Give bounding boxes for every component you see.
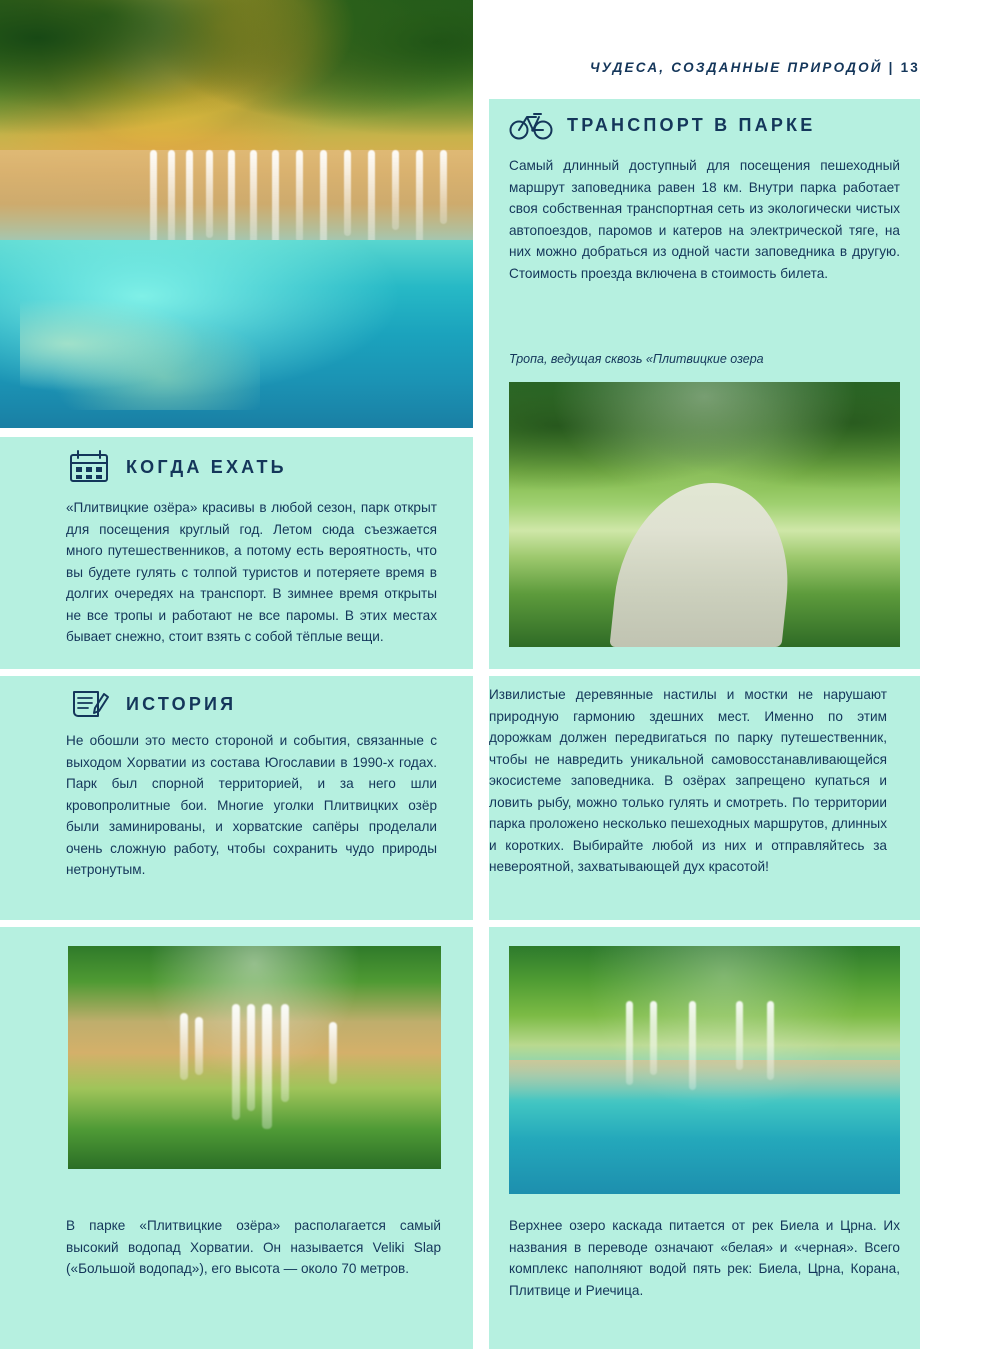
- veliki-slap-waterfall-photo: [68, 946, 441, 1169]
- section-veliki-slap-body: В парке «Плитвицкие озёра» располагается самый высокий водопад Хорватии. Он называется Veliki Slap («Большой водопад»), его высота — около 70 метров.: [66, 1218, 441, 1276]
- section-when-to-go: [0, 437, 473, 669]
- section-history-body: Не обошли это место стороной и события, связанные с выходом Хорватии из состава Югославии в 1990-х годах. Парк был спорной территорией, и за него шли кровопролитные бои. Многие уголки Плитвицких озёр были заминированы, и хорватские сапёры проделали очень сложную работу, чтобы сохранить чудо природы нетронутым.: [66, 733, 437, 877]
- section-boardwalk-text: [489, 676, 920, 920]
- section-when-to-go-title: КОГДА ЕХАТЬ: [126, 456, 287, 477]
- page-number: 13: [900, 60, 920, 75]
- hero-foreground-branches: [20, 300, 260, 410]
- section-veliki-slap: [0, 927, 473, 1349]
- running-title: ЧУДЕСА, СОЗДАННЫЕ ПРИРОДОЙ: [589, 60, 883, 75]
- wooden-boardwalk-photo: [509, 382, 900, 647]
- section-transport-title: ТРАНСПОРТ В ПАРКЕ: [567, 114, 816, 135]
- header-separator: |: [888, 60, 895, 75]
- upper-lake-cascade-photo: [509, 946, 900, 1194]
- boardwalk-photo-caption: Тропа, ведущая сквозь «Плитвицкие озера: [509, 352, 764, 366]
- plitvice-lake-waterfalls-hero-photo: [0, 0, 473, 428]
- section-upper-lake-body: Верхнее озеро каскада питается от рек Биела и Црна. Их названия в переводе означают «белая» и «черная». Всего комплекс наполняют водой пять рек: Биела, Црна, Корана, Плитвице и Риечица.: [509, 1218, 900, 1298]
- lake-shore-band: [509, 1060, 900, 1100]
- section-transport: [489, 99, 920, 669]
- section-transport-body: Самый длинный доступный для посещения пешеходный маршрут заповедника равен 18 км. Внутри парка работает своя собственная транспортная сеть из экологически чистых автопоездов, паромов и катеров на электрической тяге, на них можно добраться из одной части заповедника в другую. Стоимость проезда включена в стоимость билета.: [509, 158, 900, 281]
- calendar-icon: [68, 449, 112, 485]
- section-history-title: ИСТОРИЯ: [126, 693, 237, 714]
- section-boardwalk-body: Извилистые деревянные настилы и мостки не нарушают природную гармонию здешних мест. Именно по этим дорожкам должен передвигаться по парку путешественник, чтобы не навредить уникальной самовосстанавливающейся экосистеме заповедника. В озёрах запрещено купаться и ловить рыбу, можно только гулять и смотреть. По территории парка проложено несколько пешеходных маршрутов, длинных и коротких. Выбирайте любой из них и отправляйтесь за невероятной, захватывающей дух красотой!: [489, 687, 887, 874]
- bicycle-icon: [509, 107, 553, 143]
- section-upper-lake: [489, 927, 920, 1349]
- section-history: [0, 676, 473, 920]
- scroll-pen-icon: [68, 686, 112, 722]
- section-when-to-go-body: «Плитвицкие озёра» красивы в любой сезон, парк открыт для посещения круглый год. Летом сюда съезжается много путешественников, а потому есть вероятность, что вы будете гулять с толпой туристов и потеряете время в долгих очередях на транспорт. В зимнее время открыты не все тропы и работают не все паромы. В этих местах бывает снежно, стоит взять с собой тёплые вещи.: [66, 500, 437, 644]
- running-header: [489, 60, 920, 88]
